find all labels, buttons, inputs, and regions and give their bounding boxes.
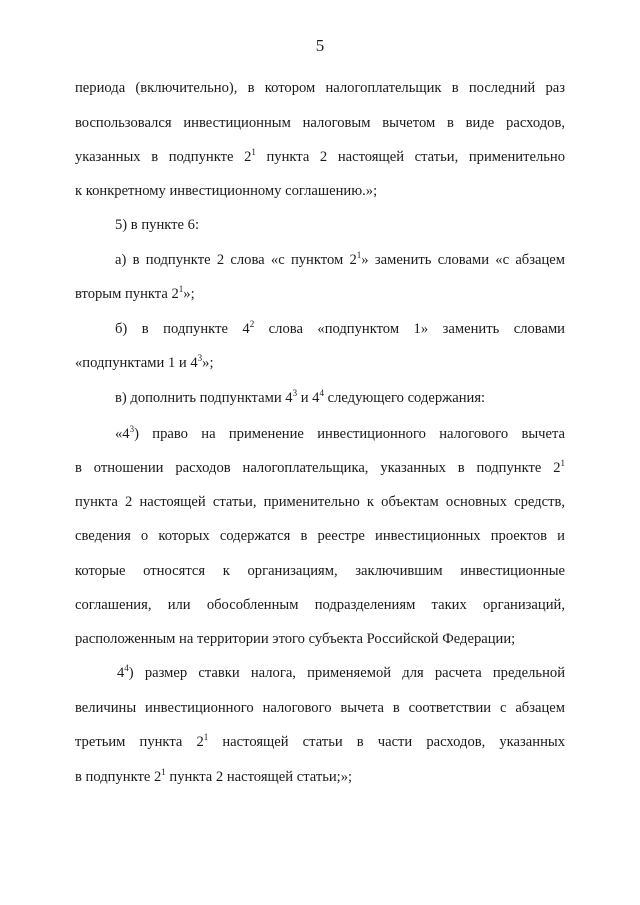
text-run: «подпунктами 1 и 4 [75, 355, 198, 371]
superscript: 3 [129, 424, 135, 434]
text-run: указанных в подпункте 2 [75, 149, 252, 165]
superscript: 2 [249, 319, 255, 329]
superscript: 4 [319, 388, 324, 398]
text-run: пункта 2 настоящей статьи, применительно [255, 149, 565, 165]
text-run: третьим пункта 2 [75, 734, 204, 750]
superscript: 1 [203, 732, 209, 742]
text-line [75, 595, 565, 615]
text-line [75, 767, 565, 787]
superscript: 1 [560, 458, 565, 468]
text-line [117, 663, 565, 683]
text-line [75, 732, 565, 752]
text-line [75, 353, 565, 373]
text-line [75, 526, 565, 546]
superscript: 1 [251, 147, 256, 157]
text-run: к конкретному инвестиционному соглашению.»; [75, 183, 378, 199]
text-run: соглашения, или обособленным подразделениям таких организаций, [75, 597, 565, 613]
text-run: слова «подпунктом 1» заменить словами [254, 321, 565, 337]
text-line [75, 113, 565, 133]
text-run: и 4 [297, 390, 320, 406]
text-run: ) право на применение инвестиционного налогового вычета [134, 426, 565, 442]
text-line [75, 78, 565, 98]
text-run: а) в подпункте 2 слова «с пунктом 2 [115, 252, 357, 268]
text-run: настоящей статьи в части расходов, указанных [208, 734, 565, 750]
text-line [75, 458, 565, 478]
text-run: б) в подпункте 4 [115, 321, 250, 337]
text-line [115, 215, 565, 235]
text-run: вторым пункта 2 [75, 286, 179, 302]
text-run: которые относятся к организациям, заключившим инвестиционные [75, 563, 565, 579]
text-run: пункта 2 настоящей статьи;»; [165, 769, 353, 785]
text-run: в) дополнить подпунктами 4 [115, 390, 293, 406]
text-run: периода (включительно), в котором налогоплательщик в последний раз [75, 80, 565, 96]
text-run: »; [202, 355, 214, 371]
text-run: » заменить словами «с абзацем [361, 252, 565, 268]
text-line [75, 629, 565, 649]
text-run: следующего содержания: [323, 390, 486, 406]
superscript: 1 [178, 284, 184, 294]
text-run: величины инвестиционного налогового вычета в соответствии с абзацем [75, 700, 565, 716]
text-run: «4 [115, 426, 130, 442]
text-line [75, 284, 565, 304]
text-line [115, 250, 565, 270]
text-line [75, 147, 565, 167]
text-line [115, 319, 565, 339]
text-run: ) размер ставки налога, применяемой для расчета предельной [128, 665, 565, 681]
text-line [75, 492, 565, 512]
text-run: »; [183, 286, 195, 302]
superscript: 3 [292, 388, 298, 398]
text-run: сведения о которых содержатся в реестре инвестиционных проектов и [75, 528, 565, 544]
superscript: 1 [161, 767, 166, 777]
text-run: расположенным на территории этого субъекта Российской Федерации; [75, 631, 516, 647]
superscript: 1 [356, 250, 362, 260]
text-run: пункта 2 настоящей статьи, применительно к объектам основных средств, [75, 494, 565, 510]
text-line [115, 424, 565, 444]
text-line [75, 561, 565, 581]
text-run: воспользовался инвестиционным налоговым вычетом в виде расходов, [75, 115, 565, 131]
text-line [115, 388, 565, 408]
superscript: 4 [124, 663, 129, 673]
superscript: 3 [197, 353, 203, 363]
text-line [75, 698, 565, 718]
text-run: в подпункте 2 [75, 769, 162, 785]
text-run: 4 [117, 665, 125, 681]
text-run: 5) в пункте 6: [115, 217, 200, 233]
text-run: в отношении расходов налогоплательщика, указанных в подпункте 2 [75, 460, 561, 476]
text-line [75, 181, 565, 201]
page-number: 5 [315, 36, 325, 55]
